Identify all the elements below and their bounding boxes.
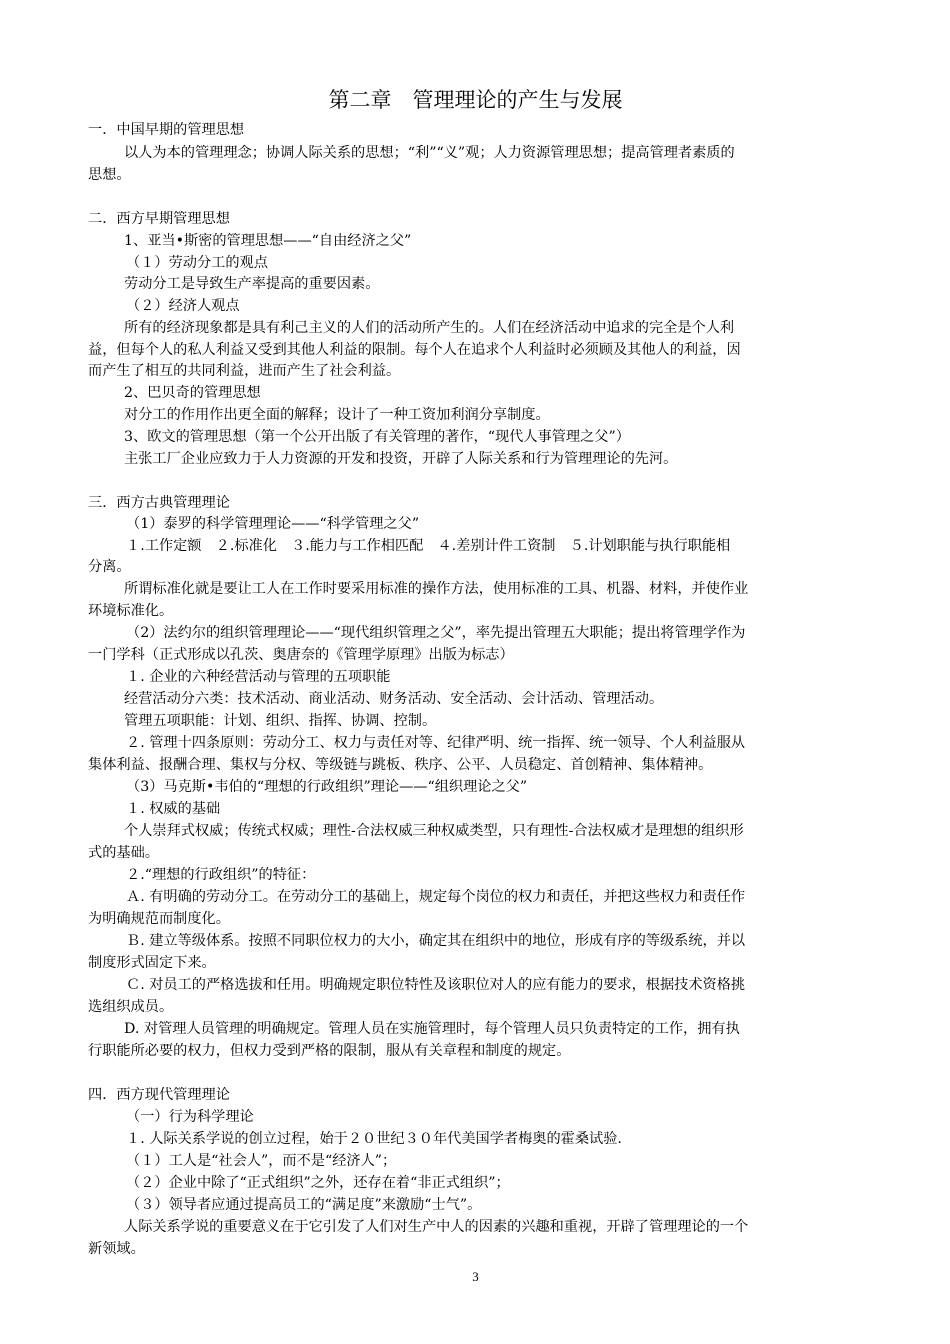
- body-line: 管理五项职能：计划、组织、指挥、协调、控制。: [124, 713, 437, 729]
- body-line: 所谓标准化就是要让工人在工作时要采用标准的操作方法，使用标准的工具、机器、材料，并使作业: [124, 581, 749, 597]
- body-line: （1）泰罗的科学管理理论——“科学管理之父”: [126, 516, 420, 532]
- chapter-title: 第二章 管理理论的产生与发展: [328, 88, 623, 112]
- body-line: 以人为本的管理理念；协调人际关系的思想；“利”“义”观；人力资源管理思想；提高管理者素质的: [124, 145, 735, 161]
- body-line: 行职能所必要的权力，但权力受到严格的限制，服从有关章程和制度的规定。: [88, 1043, 571, 1059]
- body-line: ２.“理想的行政组织”的特征：: [126, 867, 316, 883]
- body-line: １. 人际关系学说的创立过程，始于２０世纪３０年代美国学者梅奥的霍桑试验.: [126, 1131, 622, 1147]
- section-heading-1: 一．中国早期的管理思想: [88, 122, 245, 138]
- body-line: 经营活动分六类：技术活动、商业活动、财务活动、安全活动、会计活动、管理活动。: [124, 691, 664, 707]
- section-heading-2: 二．西方早期管理思想: [88, 211, 230, 227]
- body-line: ２. 管理十四条原则：劳动分工、权力与责任对等、纪律严明、统一指挥、统一领导、个人利益服从: [126, 735, 746, 751]
- body-line: （１）工人是“社会人”，而不是“经济人”；: [126, 1153, 397, 1169]
- body-line: １. 企业的六种经营活动与管理的五项职能: [126, 669, 391, 685]
- body-line: 式的基础。: [88, 845, 159, 861]
- body-line: 分离。: [88, 559, 131, 575]
- body-line: 主张工厂企业应致力于人力资源的开发和投资，开辟了人际关系和行为管理理论的先河。: [124, 451, 678, 467]
- body-line: D. 对管理人员管理的明确规定。管理人员在实施管理时，每个管理人员只负责特定的工作，拥有执: [124, 1021, 740, 1037]
- body-line: （2）法约尔的组织管理理论——“现代组织管理之父”，率先提出管理五大职能；提出将管理学作为: [126, 625, 746, 641]
- body-line: １.工作定额 ２.标准化 ３.能力与工作相匹配 ４.差别计件工资制 ５.计划职能与执行职能相: [126, 538, 731, 554]
- body-line: （２）企业中除了“正式组织”之外，还存在着“非正式组织”；: [126, 1175, 510, 1191]
- body-line: 为明确规范而制度化。: [88, 911, 230, 927]
- body-line: 益，但每个人的私人利益又受到其他人利益的限制。每个人在追求个人利益时必须顾及其他人的利益，因: [88, 342, 741, 358]
- body-line: 选组织成员。: [88, 999, 174, 1015]
- body-line: 对分工的作用作出更全面的解释；设计了一种工资加利润分享制度。: [124, 407, 550, 423]
- section-heading-3: 三．西方古典管理理论: [88, 495, 230, 511]
- body-line: 而产生了相互的共同利益，进而产生了社会利益。: [88, 363, 401, 379]
- body-line: 2、巴贝奇的管理思想: [124, 385, 261, 401]
- page-number: 3: [472, 1269, 479, 1284]
- body-line: 个人崇拜式权威；传统式权威；理性-合法权威三种权威类型，只有理性-合法权威才是理想的组织形: [124, 823, 744, 839]
- body-line: 一门学科（正式形成以孔茨、奥唐奈的《管理学原理》出版为标志）: [88, 647, 514, 663]
- section-heading-4: 四．西方现代管理理论: [88, 1087, 230, 1103]
- body-line: Ｂ. 建立等级体系。按照不同职位权力的大小，确定其在组织中的地位，形成有序的等级系统，并以: [126, 933, 746, 949]
- body-line: 制度形式固定下来。: [88, 955, 216, 971]
- body-line: 1、亚当•斯密的管理思想——“自由经济之父”: [124, 233, 412, 249]
- body-line: （１）劳动分工的观点: [126, 255, 268, 271]
- body-line: 劳动分工是导致生产率提高的重要因素。: [124, 276, 380, 292]
- body-line: 新领域。: [88, 1241, 145, 1257]
- body-line: （3）马克斯•韦伯的“理想的行政组织”理论——“组织理论之父”: [126, 779, 528, 795]
- body-line: １. 权威的基础: [126, 801, 221, 817]
- body-line: 集体利益、报酬合理、集权与分权、等级链与跳板、秩序、公平、人员稳定、首创精神、集体精神。: [88, 757, 713, 773]
- body-line: （一）行为科学理论: [126, 1109, 254, 1125]
- body-line: （３）领导者应通过提高员工的“满足度”来激励“士气”。: [126, 1197, 482, 1213]
- body-line: Ａ. 有明确的劳动分工。在劳动分工的基础上，规定每个岗位的权力和责任，并把这些权力和责任作: [126, 889, 746, 905]
- body-line: 环境标准化。: [88, 603, 174, 619]
- body-line: 思想。: [88, 167, 131, 183]
- body-line: 所有的经济现象都是具有利己主义的人们的活动所产生的。人们在经济活动中追求的完全是个人利: [124, 320, 735, 336]
- body-line: （２）经济人观点: [126, 298, 240, 314]
- body-line: 3、欧文的管理思想（第一个公开出版了有关管理的著作，“现代人事管理之父”）: [124, 429, 630, 445]
- body-line: 人际关系学说的重要意义在于它引发了人们对生产中人的因素的兴趣和重视，开辟了管理理论的一个: [124, 1219, 749, 1235]
- body-line: Ｃ. 对员工的严格选拔和任用。明确规定职位特性及该职位对人的应有能力的要求，根据技术资格挑: [126, 977, 746, 993]
